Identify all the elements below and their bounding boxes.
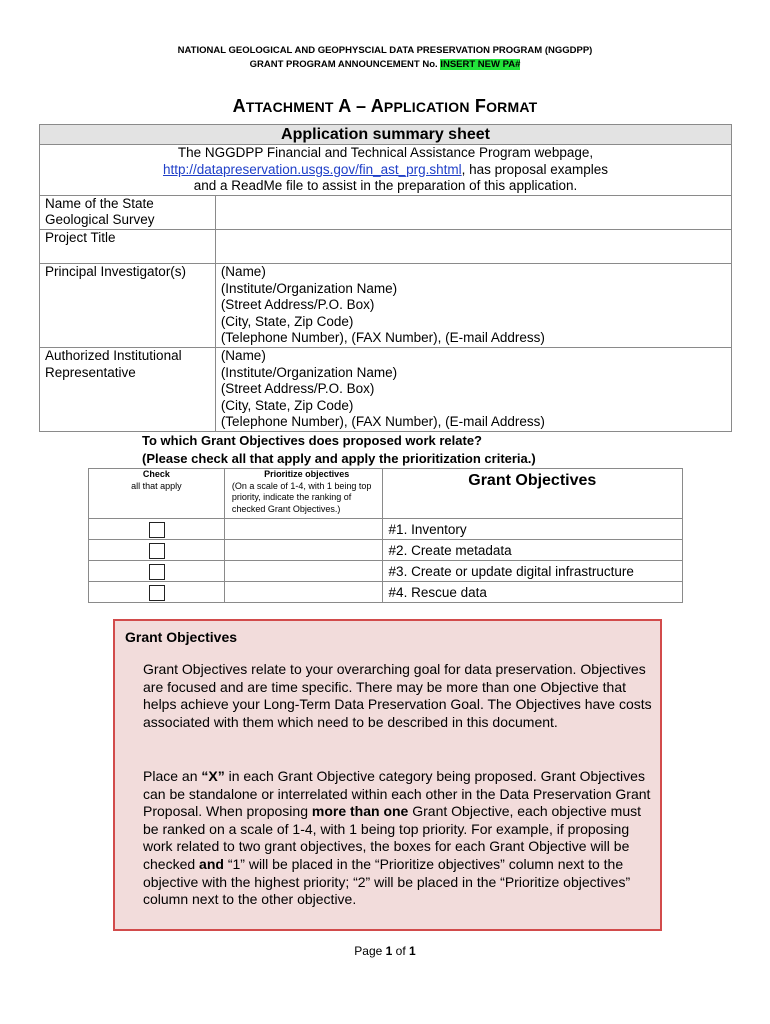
rep-contact: (Telephone Number), (FAX Number), (E-mail Address) (220, 414, 545, 430)
intro-line-2 (40, 162, 731, 179)
label-authorized-rep: Authorized Institutional Representative (40, 347, 216, 431)
summary-heading: Application summary sheet (40, 125, 732, 145)
title-cap-1: A (232, 96, 246, 116)
objective-rescue-data: #4. Rescue data (382, 582, 682, 603)
rep-name: (Name) (220, 347, 266, 363)
check-cell-2 (89, 540, 225, 561)
checkbox-inventory[interactable] (149, 522, 165, 538)
p2-part-e: Grant Objective, each objective must be ranked on a scale of 1-4, with 1 being top priority. For example, if proposing work related to two grant objectives, the boxes for each Grant Objective will be checked (143, 803, 642, 872)
question-line-1: To which Grant Objectives does proposed work relate? (142, 433, 482, 448)
check-col-subtitle: all that apply (131, 480, 182, 491)
page-title (0, 96, 770, 117)
priority-input-metadata[interactable] (224, 540, 382, 561)
rep-organization: (Institute/Organization Name) (220, 364, 398, 380)
label-principal-investigator: Principal Investigator(s) (40, 263, 216, 347)
project-title-field[interactable] (215, 229, 731, 263)
info-paragraph-1: Grant Objectives relate to your overarching goal for data preservation. Objectives are focused and are time specific. There may be more than one Objective that helps achieve your Long-Term Data Preservation Goal. The Objectives have costs associated with them which need to be described in this document. (143, 661, 652, 730)
check-col-title: Check (142, 469, 170, 479)
check-cell-1 (89, 519, 225, 540)
grant-objectives-table (88, 468, 683, 603)
announcement-prefix: GRANT PROGRAM ANNOUNCEMENT No. (249, 59, 438, 70)
info-box-heading: Grant Objectives (125, 629, 238, 645)
total-pages: 1 (409, 944, 416, 958)
objective-infrastructure: #3. Create or update digital infrastructure (382, 561, 682, 582)
p2-part-c: in each Grant Objective category being proposed. Grant Objectives can be standalone or interrelated within each other in the Data Preservation Grant Proposal. When proposing (143, 768, 651, 820)
question-line-2: (Please check all that apply and apply the prioritization criteria.) (142, 451, 536, 466)
priority-col-title: Prioritize objectives (264, 469, 350, 479)
priority-input-infrastructure[interactable] (224, 561, 382, 582)
program-webpage-link[interactable]: http://datapreservation.usgs.gov/fin_ast_prg.shtml (162, 161, 462, 177)
check-column-header (89, 469, 225, 519)
title-rest-1: TTACHMENT (245, 99, 334, 115)
priority-col-subtitle: (On a scale of 1-4, with 1 being top priority, indicate the ranking of checked Grant Objectives.) (231, 480, 372, 514)
intro-line-3: and a ReadMe file to assist in the preparation of this application. (193, 178, 578, 194)
announcement-line (0, 59, 770, 70)
page-number (0, 944, 770, 958)
pi-city: (City, State, Zip Code) (220, 313, 354, 329)
priority-input-inventory[interactable] (224, 519, 382, 540)
application-summary-table (39, 124, 732, 432)
page-label: Page (354, 944, 383, 958)
label-project-title: Project Title (40, 229, 216, 263)
authorized-rep-field[interactable] (215, 347, 731, 431)
objectives-column-header: Grant Objectives (382, 469, 682, 519)
title-rest-2: PPLICATION (383, 99, 470, 115)
checkbox-metadata[interactable] (149, 543, 165, 559)
objective-inventory: #1. Inventory (382, 519, 682, 540)
p2-part-a: Place an (143, 768, 202, 784)
page-of: of (395, 944, 406, 958)
check-cell-3 (89, 561, 225, 582)
priority-column-header (224, 469, 382, 519)
grant-objectives-info-box (113, 619, 662, 931)
program-header: NATIONAL GEOLOGICAL AND GEOPHYSCIAL DATA PRESERVATION PROGRAM (NGGDPP) (177, 45, 593, 56)
summary-intro (40, 145, 732, 196)
pi-contact: (Telephone Number), (FAX Number), (E-mail Address) (220, 330, 545, 346)
info-paragraph-2 (143, 768, 653, 909)
checkbox-infrastructure[interactable] (149, 564, 165, 580)
p2-part-d: more than one (311, 803, 409, 820)
check-cell-4 (89, 582, 225, 603)
principal-investigator-field[interactable] (215, 263, 731, 347)
p2-part-f: and (199, 855, 224, 872)
pi-organization: (Institute/Organization Name) (220, 280, 398, 296)
title-rest-3: ORMAT (486, 99, 538, 115)
checkbox-rescue-data[interactable] (149, 585, 165, 601)
title-mid: A – (338, 96, 367, 116)
pi-name: (Name) (220, 263, 266, 279)
title-cap-2: A (370, 96, 384, 116)
priority-input-rescue-data[interactable] (224, 582, 382, 603)
pi-street: (Street Address/P.O. Box) (220, 297, 375, 313)
p2-part-g: “1” will be placed in the “Prioritize objectives” column next to the objective with the highest priority; “2” will be placed in the “Prioritize objectives” column next to the other objective. (143, 855, 631, 908)
intro-line-1: The NGGDPP Financial and Technical Assistance Program webpage, (177, 145, 594, 160)
objective-metadata: #2. Create metadata (382, 540, 682, 561)
p2-part-b: “X” (201, 768, 225, 784)
title-cap-3: F (474, 96, 487, 116)
announcement-number-highlight: INSERT NEW PA# (440, 59, 521, 70)
current-page: 1 (385, 944, 393, 958)
state-survey-field[interactable] (215, 195, 731, 229)
intro-suffix: , has proposal examples (461, 161, 608, 177)
objectives-question (142, 432, 536, 468)
label-state-survey: Name of the State Geological Survey (40, 195, 216, 229)
rep-street: (Street Address/P.O. Box) (220, 381, 375, 397)
rep-city: (City, State, Zip Code) (220, 397, 354, 413)
